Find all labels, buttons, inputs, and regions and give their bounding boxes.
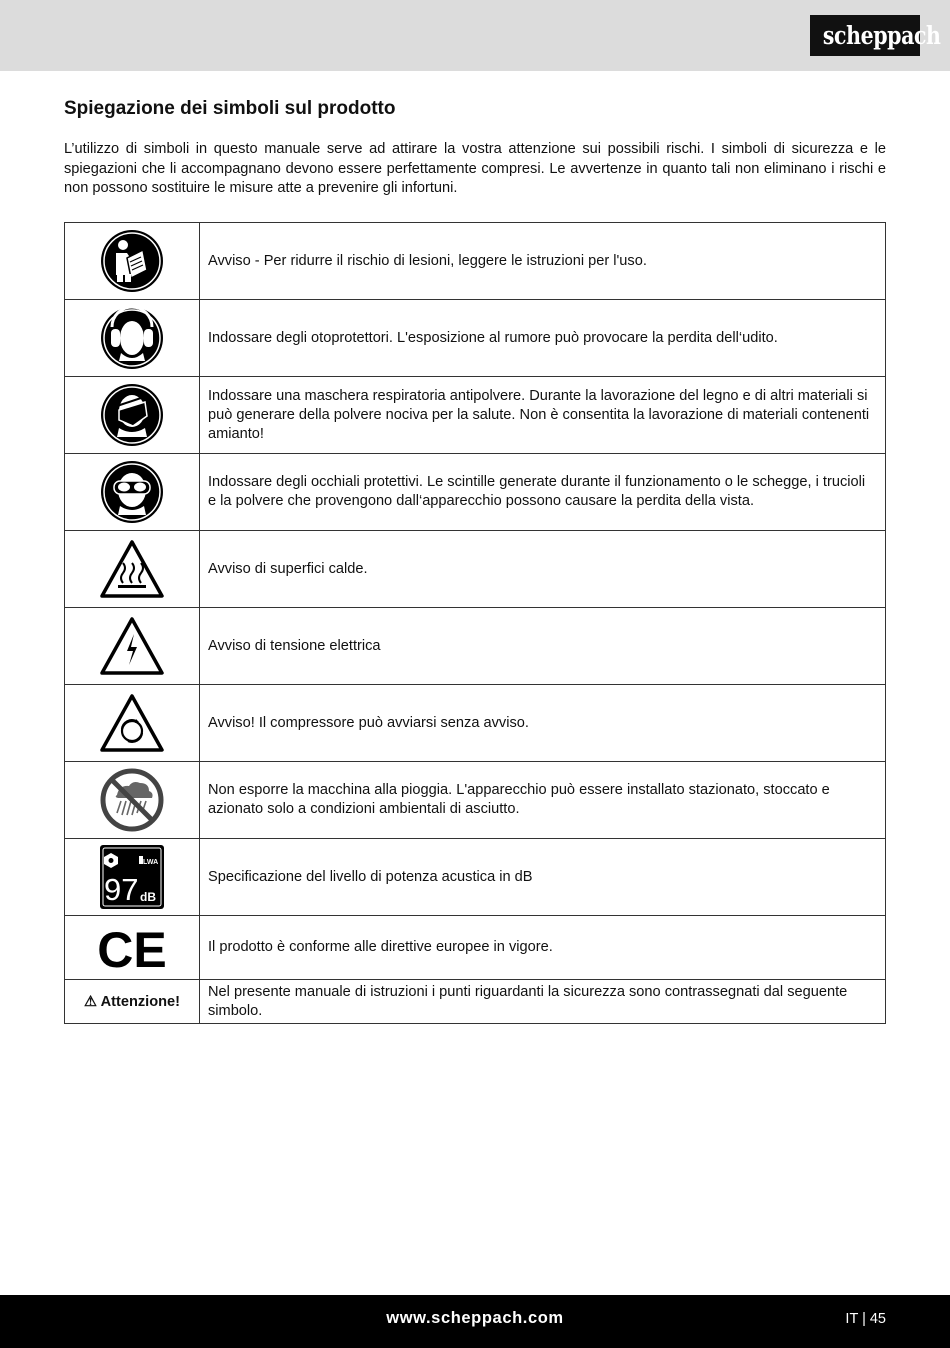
table-row xyxy=(65,377,886,454)
table-row xyxy=(65,762,886,839)
table-row xyxy=(65,685,886,762)
ce-mark-icon xyxy=(65,923,199,973)
symbol-description: Specificazione del livello di potenza acustica in dB xyxy=(200,839,886,916)
symbol-description: Nel presente manuale di istruzioni i punti riguardanti la sicurezza sono contrassegnati dal seguente simbolo. xyxy=(200,980,886,1024)
table-row xyxy=(65,916,886,980)
table-row xyxy=(65,531,886,608)
brand-text: scheppach xyxy=(822,21,941,50)
no-rain-icon xyxy=(65,767,199,833)
symbol-description: Indossare degli otoprotettori. L'esposizione al rumore può provocare la perdita dell‘udito. xyxy=(200,300,886,377)
website-link[interactable]: www.scheppach.com xyxy=(386,1309,564,1327)
scheppach-logo xyxy=(810,15,941,56)
table-row xyxy=(65,980,886,1024)
table-row xyxy=(65,300,886,377)
read-manual-icon xyxy=(65,228,199,294)
table-row xyxy=(65,454,886,531)
symbol-description: Non esporre la macchina alla pioggia. L'apparecchio può essere installato stazionato, stoccato e azionato solo a condizioni ambientali di asciutto. xyxy=(200,762,886,839)
symbols-table xyxy=(64,222,886,1024)
table-row xyxy=(65,839,886,916)
electric-voltage-warning-icon xyxy=(65,616,199,676)
page-title: Spiegazione dei simboli sul prodotto xyxy=(64,98,396,119)
table-row xyxy=(65,608,886,685)
intro-paragraph: L’utilizzo di simboli in questo manuale serve ad attirare la vostra attenzione sui possibili rischi. I simboli di sicurezza e le spiegazioni che li accompagnano devono essere perfettamente compresi. Le avvertenze in quanto tali non eliminano i rischi e non possono sostituire le misure atte a prevenire gli infortuni. xyxy=(64,141,886,196)
svg-text:CE: CE xyxy=(97,922,167,973)
page-footer xyxy=(0,1295,950,1348)
symbol-description: Avviso - Per ridurre il rischio di lesioni, leggere le istruzioni per l'uso. xyxy=(200,223,886,300)
page-number: IT | 45 xyxy=(845,1311,886,1327)
hot-surface-warning-icon xyxy=(65,539,199,599)
svg-text:97: 97 xyxy=(104,872,139,907)
safety-goggles-icon xyxy=(65,459,199,525)
attention-label: ⚠ Attenzione! xyxy=(65,980,200,1024)
symbol-description: Avviso! Il compressore può avviarsi senza avviso. xyxy=(200,685,886,762)
sound-power-level-icon xyxy=(65,844,199,910)
dust-mask-icon xyxy=(65,382,199,448)
table-row xyxy=(65,223,886,300)
page-header xyxy=(0,0,950,71)
auto-start-warning-icon xyxy=(65,693,199,753)
svg-text:LWA: LWA xyxy=(143,859,159,866)
symbol-description: Il prodotto è conforme alle direttive europee in vigore. xyxy=(200,916,886,980)
symbol-description: Avviso di superfici calde. xyxy=(200,531,886,608)
symbol-description: Indossare una maschera respiratoria antipolvere. Durante la lavorazione del legno e di altri materiali si può generare della polvere nociva per la salute. Non è consentita la lavorazione di materiali contenenti amianto! xyxy=(200,377,886,454)
svg-text:dB: dB xyxy=(140,890,156,904)
symbol-description: Avviso di tensione elettrica xyxy=(200,608,886,685)
symbol-description: Indossare degli occhiali protettivi. Le scintille generate durante il funzionamento o le schegge, i trucioli e la polvere che provengono dall‘apparecchio possono causare la perdita della vista. xyxy=(200,454,886,531)
ear-protection-icon xyxy=(65,305,199,371)
